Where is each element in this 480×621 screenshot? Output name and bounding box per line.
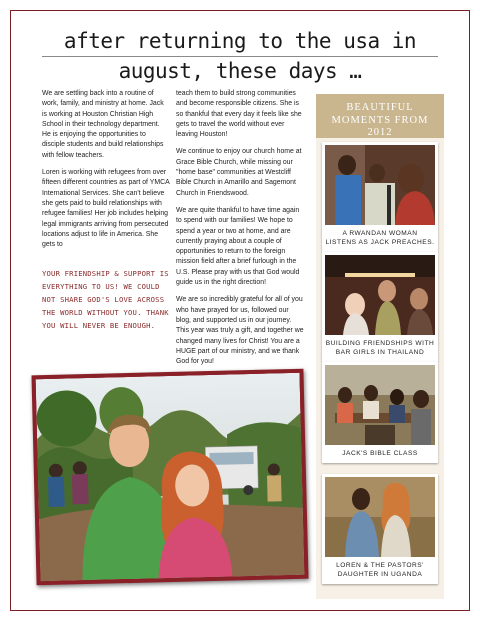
- photo-uganda-daughter: [325, 477, 435, 557]
- bible-class-photo-illustration: [325, 365, 435, 445]
- photo-thailand-friendships: [325, 255, 435, 335]
- photo-caption: [325, 445, 435, 460]
- sidebar-header: [316, 94, 444, 138]
- photo-caption: [325, 225, 435, 249]
- paragraph-loren-work: Loren is working with refugees from over fifteen different countries as part of YMCA International Services. She can't believe she gets paid to build relationships with refugee families! Her job includes helping legal immigrants arriving from persecuted locations adjust to life in America. She gets to: [42, 169, 170, 249]
- rwanda-photo-illustration: [325, 145, 435, 225]
- sidebar-title-line-1: BEAUTIFUL: [346, 102, 414, 113]
- caption-line-1: A RWANDAN WOMAN: [342, 230, 418, 237]
- title-divider: [42, 56, 438, 57]
- sidebar-title-line-3: 2012: [367, 127, 393, 138]
- article-column-one: [42, 89, 170, 257]
- thailand-photo-illustration: [325, 255, 435, 335]
- featured-photo-frame: [31, 369, 308, 586]
- featured-photo: [36, 373, 305, 581]
- photo-caption: [325, 557, 435, 581]
- pull-quote: YOUR FRIENDSHIP & SUPPORT IS EVERYTHING TO US! WE COULD NOT SHARE GOD'S LOVE ACROSS THE WORLD WITHOUT YOU. THANK YOU WILL NEVER BE ENOUGH.: [42, 269, 169, 330]
- sidebar-title: [316, 102, 444, 140]
- caption-line-1: LOREN & THE PASTORS': [336, 562, 424, 569]
- sidebar-photo-card: [322, 142, 438, 252]
- photo-caption: [325, 335, 435, 359]
- photo-bible-class: [325, 365, 435, 445]
- caption-line-2: BAR GIRLS IN THAILAND: [335, 349, 425, 356]
- paragraph-thank-you: We are so incredibly grateful for all of you who have prayed for us, followed our blog, and supported us in our journey. This year was truly a gift, and together we changed many lives for Christ! You are a HUGE part of our ministry, and we thank God for you!: [176, 296, 304, 366]
- caption-line-1: BUILDING FRIENDSHIPS WITH: [325, 340, 435, 347]
- sidebar-title-line-2: MOMENTS FROM: [331, 114, 429, 126]
- article-column-two: [176, 89, 304, 374]
- paragraph-church-home: We continue to enjoy our church home at Grace Bible Church, while missing our "home base" communities at Westcliff Bible Church in Amarillo and Sagemont Church in Friendswood.: [176, 148, 302, 197]
- paragraph-prayer-request: We are quite thankful to have time again to spend with our families! We hope to spend a year or two at home, and are currently praying about a couple of opportunities to return to the foreign mission field after a brief furlough in the U.S. Please pray with us that God would guide us in the right direction!: [176, 206, 300, 287]
- photo-rwandan-woman: [325, 145, 435, 225]
- paragraph-jack-work: We are settling back into a routine of work, family, and ministry at home. Jack is working at Houston Christian High School in their technology department. He is enjoying the opportunities to disciple students and build relationships with fellow teachers.: [42, 90, 164, 159]
- caption-line-1: JACK'S BIBLE CLASS: [342, 450, 418, 457]
- sidebar-photo-card: [322, 474, 438, 584]
- caption-line-2: LISTENS AS JACK PREACHES.: [325, 239, 435, 246]
- page-title: after returning to the usa in august, these days …: [63, 29, 417, 83]
- sidebar-photo-card: [322, 362, 438, 463]
- uganda-photo-illustration: [325, 477, 435, 557]
- paragraph-continuation: teach them to build strong communities and become responsible citizens. She is so thankful that every day it feels like she gets to travel the world without ever leaving Houston!: [176, 90, 302, 139]
- couple-photo-illustration: [36, 373, 305, 581]
- sidebar-photo-card: [322, 252, 438, 362]
- sidebar: [316, 94, 444, 599]
- caption-line-2: DAUGHTER IN UGANDA: [337, 571, 423, 578]
